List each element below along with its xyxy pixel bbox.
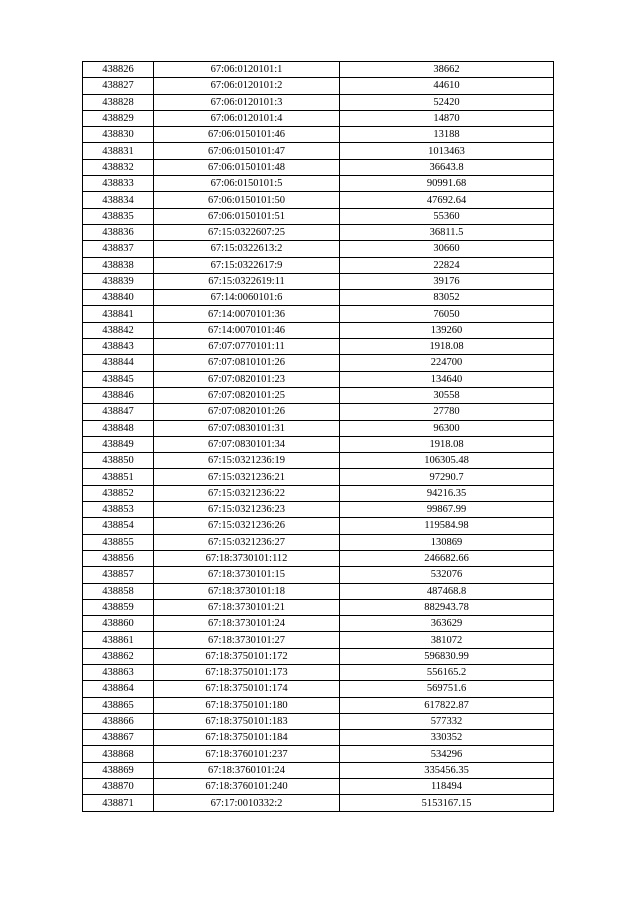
table-row — [83, 583, 554, 599]
table-row — [83, 387, 554, 403]
record-id-cell: 438846 — [83, 387, 154, 403]
record-id-cell: 438868 — [83, 746, 154, 762]
cadastral-number-cell: 67:06:0150101:46 — [154, 127, 340, 143]
value-cell: 94216.35 — [340, 485, 554, 501]
cadastral-number-cell: 67:06:0120101:1 — [154, 62, 340, 78]
value-cell: 44610 — [340, 78, 554, 94]
record-id-cell: 438830 — [83, 127, 154, 143]
record-id-cell: 438861 — [83, 632, 154, 648]
cadastral-number-cell: 67:15:0321236:22 — [154, 485, 340, 501]
value-cell: 1013463 — [340, 143, 554, 159]
cadastral-number-cell: 67:06:0120101:3 — [154, 94, 340, 110]
cadastral-number-cell: 67:07:0830101:34 — [154, 436, 340, 452]
cadastral-number-cell: 67:18:3750101:184 — [154, 730, 340, 746]
cadastral-number-cell: 67:18:3750101:180 — [154, 697, 340, 713]
table-row — [83, 355, 554, 371]
record-id-cell: 438852 — [83, 485, 154, 501]
value-cell: 55360 — [340, 208, 554, 224]
record-id-cell: 438836 — [83, 224, 154, 240]
records-table — [82, 61, 554, 812]
value-cell: 487468.8 — [340, 583, 554, 599]
value-cell: 882943.78 — [340, 599, 554, 615]
value-cell: 106305.48 — [340, 453, 554, 469]
value-cell: 577332 — [340, 713, 554, 729]
value-cell: 30660 — [340, 241, 554, 257]
table-row — [83, 322, 554, 338]
value-cell: 532076 — [340, 567, 554, 583]
value-cell: 36643.8 — [340, 159, 554, 175]
cadastral-number-cell: 67:14:0070101:36 — [154, 306, 340, 322]
cadastral-number-cell: 67:15:0322613:2 — [154, 241, 340, 257]
table-row — [83, 339, 554, 355]
table-row — [83, 599, 554, 615]
cadastral-number-cell: 67:15:0321236:19 — [154, 453, 340, 469]
record-id-cell: 438859 — [83, 599, 154, 615]
table-row — [83, 371, 554, 387]
record-id-cell: 438826 — [83, 62, 154, 78]
value-cell: 36811.5 — [340, 224, 554, 240]
table-row — [83, 224, 554, 240]
table-row — [83, 632, 554, 648]
cadastral-number-cell: 67:18:3760101:24 — [154, 762, 340, 778]
table-row — [83, 176, 554, 192]
table-row — [83, 143, 554, 159]
record-id-cell: 438864 — [83, 681, 154, 697]
table-row — [83, 713, 554, 729]
record-id-cell: 438842 — [83, 322, 154, 338]
value-cell: 39176 — [340, 273, 554, 289]
table-row — [83, 534, 554, 550]
record-id-cell: 438839 — [83, 273, 154, 289]
value-cell: 52420 — [340, 94, 554, 110]
table-row — [83, 110, 554, 126]
record-id-cell: 438849 — [83, 436, 154, 452]
value-cell: 27780 — [340, 404, 554, 420]
record-id-cell: 438850 — [83, 453, 154, 469]
cadastral-number-cell: 67:15:0321236:21 — [154, 469, 340, 485]
table-row — [83, 697, 554, 713]
cadastral-number-cell: 67:18:3730101:27 — [154, 632, 340, 648]
record-id-cell: 438862 — [83, 648, 154, 664]
record-id-cell: 438831 — [83, 143, 154, 159]
table-row — [83, 762, 554, 778]
record-id-cell: 438834 — [83, 192, 154, 208]
cadastral-number-cell: 67:18:3730101:18 — [154, 583, 340, 599]
cadastral-number-cell: 67:15:0321236:27 — [154, 534, 340, 550]
table-row — [83, 746, 554, 762]
value-cell: 363629 — [340, 616, 554, 632]
record-id-cell: 438827 — [83, 78, 154, 94]
cadastral-number-cell: 67:14:0060101:6 — [154, 290, 340, 306]
cadastral-number-cell: 67:06:0150101:51 — [154, 208, 340, 224]
value-cell: 14870 — [340, 110, 554, 126]
cadastral-number-cell: 67:07:0820101:25 — [154, 387, 340, 403]
record-id-cell: 438840 — [83, 290, 154, 306]
record-id-cell: 438841 — [83, 306, 154, 322]
cadastral-number-cell: 67:06:0150101:50 — [154, 192, 340, 208]
record-id-cell: 438869 — [83, 762, 154, 778]
value-cell: 330352 — [340, 730, 554, 746]
cadastral-number-cell: 67:07:0810101:26 — [154, 355, 340, 371]
record-id-cell: 438837 — [83, 241, 154, 257]
value-cell: 30558 — [340, 387, 554, 403]
table-row — [83, 62, 554, 78]
table-row — [83, 453, 554, 469]
cadastral-number-cell: 67:07:0820101:23 — [154, 371, 340, 387]
record-id-cell: 438851 — [83, 469, 154, 485]
table-row — [83, 795, 554, 811]
value-cell: 556165.2 — [340, 664, 554, 680]
value-cell: 13188 — [340, 127, 554, 143]
cadastral-number-cell: 67:18:3760101:240 — [154, 779, 340, 795]
table-row — [83, 469, 554, 485]
table-row — [83, 616, 554, 632]
value-cell: 335456.35 — [340, 762, 554, 778]
record-id-cell: 438871 — [83, 795, 154, 811]
value-cell: 76050 — [340, 306, 554, 322]
table-row — [83, 648, 554, 664]
value-cell: 1918.08 — [340, 436, 554, 452]
value-cell: 534296 — [340, 746, 554, 762]
record-id-cell: 438828 — [83, 94, 154, 110]
record-id-cell: 438844 — [83, 355, 154, 371]
record-id-cell: 438870 — [83, 779, 154, 795]
record-id-cell: 438866 — [83, 713, 154, 729]
cadastral-number-cell: 67:07:0770101:11 — [154, 339, 340, 355]
cadastral-number-cell: 67:18:3750101:173 — [154, 664, 340, 680]
record-id-cell: 438854 — [83, 518, 154, 534]
record-id-cell: 438843 — [83, 339, 154, 355]
record-id-cell: 438860 — [83, 616, 154, 632]
value-cell: 224700 — [340, 355, 554, 371]
table-row — [83, 208, 554, 224]
value-cell: 1918.08 — [340, 339, 554, 355]
value-cell: 130869 — [340, 534, 554, 550]
cadastral-number-cell: 67:15:0322607:25 — [154, 224, 340, 240]
record-id-cell: 438853 — [83, 502, 154, 518]
table-row — [83, 94, 554, 110]
cadastral-number-cell: 67:06:0150101:5 — [154, 176, 340, 192]
value-cell: 381072 — [340, 632, 554, 648]
table-row — [83, 404, 554, 420]
table-row — [83, 518, 554, 534]
table-row — [83, 257, 554, 273]
record-id-cell: 438857 — [83, 567, 154, 583]
table-row — [83, 779, 554, 795]
table-row — [83, 192, 554, 208]
value-cell: 119584.98 — [340, 518, 554, 534]
record-id-cell: 438865 — [83, 697, 154, 713]
value-cell: 139260 — [340, 322, 554, 338]
table-row — [83, 681, 554, 697]
value-cell: 83052 — [340, 290, 554, 306]
value-cell: 97290.7 — [340, 469, 554, 485]
cadastral-number-cell: 67:18:3730101:15 — [154, 567, 340, 583]
record-id-cell: 438858 — [83, 583, 154, 599]
record-id-cell: 438838 — [83, 257, 154, 273]
value-cell: 99867.99 — [340, 502, 554, 518]
cadastral-number-cell: 67:15:0321236:26 — [154, 518, 340, 534]
record-id-cell: 438855 — [83, 534, 154, 550]
record-id-cell: 438832 — [83, 159, 154, 175]
cadastral-number-cell: 67:06:0150101:47 — [154, 143, 340, 159]
record-id-cell: 438863 — [83, 664, 154, 680]
record-id-cell: 438856 — [83, 550, 154, 566]
table-row — [83, 273, 554, 289]
value-cell: 134640 — [340, 371, 554, 387]
value-cell: 617822.87 — [340, 697, 554, 713]
record-id-cell: 438867 — [83, 730, 154, 746]
table-row — [83, 436, 554, 452]
record-id-cell: 438848 — [83, 420, 154, 436]
table-row — [83, 502, 554, 518]
value-cell: 90991.68 — [340, 176, 554, 192]
table-row — [83, 420, 554, 436]
table-row — [83, 159, 554, 175]
table-row — [83, 78, 554, 94]
value-cell: 96300 — [340, 420, 554, 436]
table-row — [83, 290, 554, 306]
table-row — [83, 306, 554, 322]
value-cell: 596830.99 — [340, 648, 554, 664]
cadastral-number-cell: 67:06:0120101:2 — [154, 78, 340, 94]
table-row — [83, 730, 554, 746]
value-cell: 22824 — [340, 257, 554, 273]
cadastral-number-cell: 67:06:0120101:4 — [154, 110, 340, 126]
value-cell: 118494 — [340, 779, 554, 795]
cadastral-number-cell: 67:15:0321236:23 — [154, 502, 340, 518]
cadastral-number-cell: 67:15:0322617:9 — [154, 257, 340, 273]
cadastral-number-cell: 67:18:3730101:24 — [154, 616, 340, 632]
value-cell: 47692.64 — [340, 192, 554, 208]
cadastral-number-cell: 67:18:3750101:183 — [154, 713, 340, 729]
record-id-cell: 438829 — [83, 110, 154, 126]
cadastral-number-cell: 67:17:0010332:2 — [154, 795, 340, 811]
record-id-cell: 438845 — [83, 371, 154, 387]
cadastral-number-cell: 67:18:3750101:172 — [154, 648, 340, 664]
table-row — [83, 550, 554, 566]
cadastral-number-cell: 67:15:0322619:11 — [154, 273, 340, 289]
record-id-cell: 438835 — [83, 208, 154, 224]
table-row — [83, 241, 554, 257]
cadastral-number-cell: 67:18:3730101:112 — [154, 550, 340, 566]
table-row — [83, 485, 554, 501]
cadastral-number-cell: 67:07:0830101:31 — [154, 420, 340, 436]
cadastral-number-cell: 67:18:3750101:174 — [154, 681, 340, 697]
records-table-body — [83, 62, 554, 812]
value-cell: 38662 — [340, 62, 554, 78]
cadastral-number-cell: 67:18:3760101:237 — [154, 746, 340, 762]
value-cell: 569751.6 — [340, 681, 554, 697]
table-row — [83, 127, 554, 143]
value-cell: 246682.66 — [340, 550, 554, 566]
table-row — [83, 664, 554, 680]
cadastral-number-cell: 67:14:0070101:46 — [154, 322, 340, 338]
cadastral-number-cell: 67:18:3730101:21 — [154, 599, 340, 615]
table-row — [83, 567, 554, 583]
record-id-cell: 438847 — [83, 404, 154, 420]
value-cell: 5153167.15 — [340, 795, 554, 811]
cadastral-number-cell: 67:06:0150101:48 — [154, 159, 340, 175]
cadastral-number-cell: 67:07:0820101:26 — [154, 404, 340, 420]
record-id-cell: 438833 — [83, 176, 154, 192]
